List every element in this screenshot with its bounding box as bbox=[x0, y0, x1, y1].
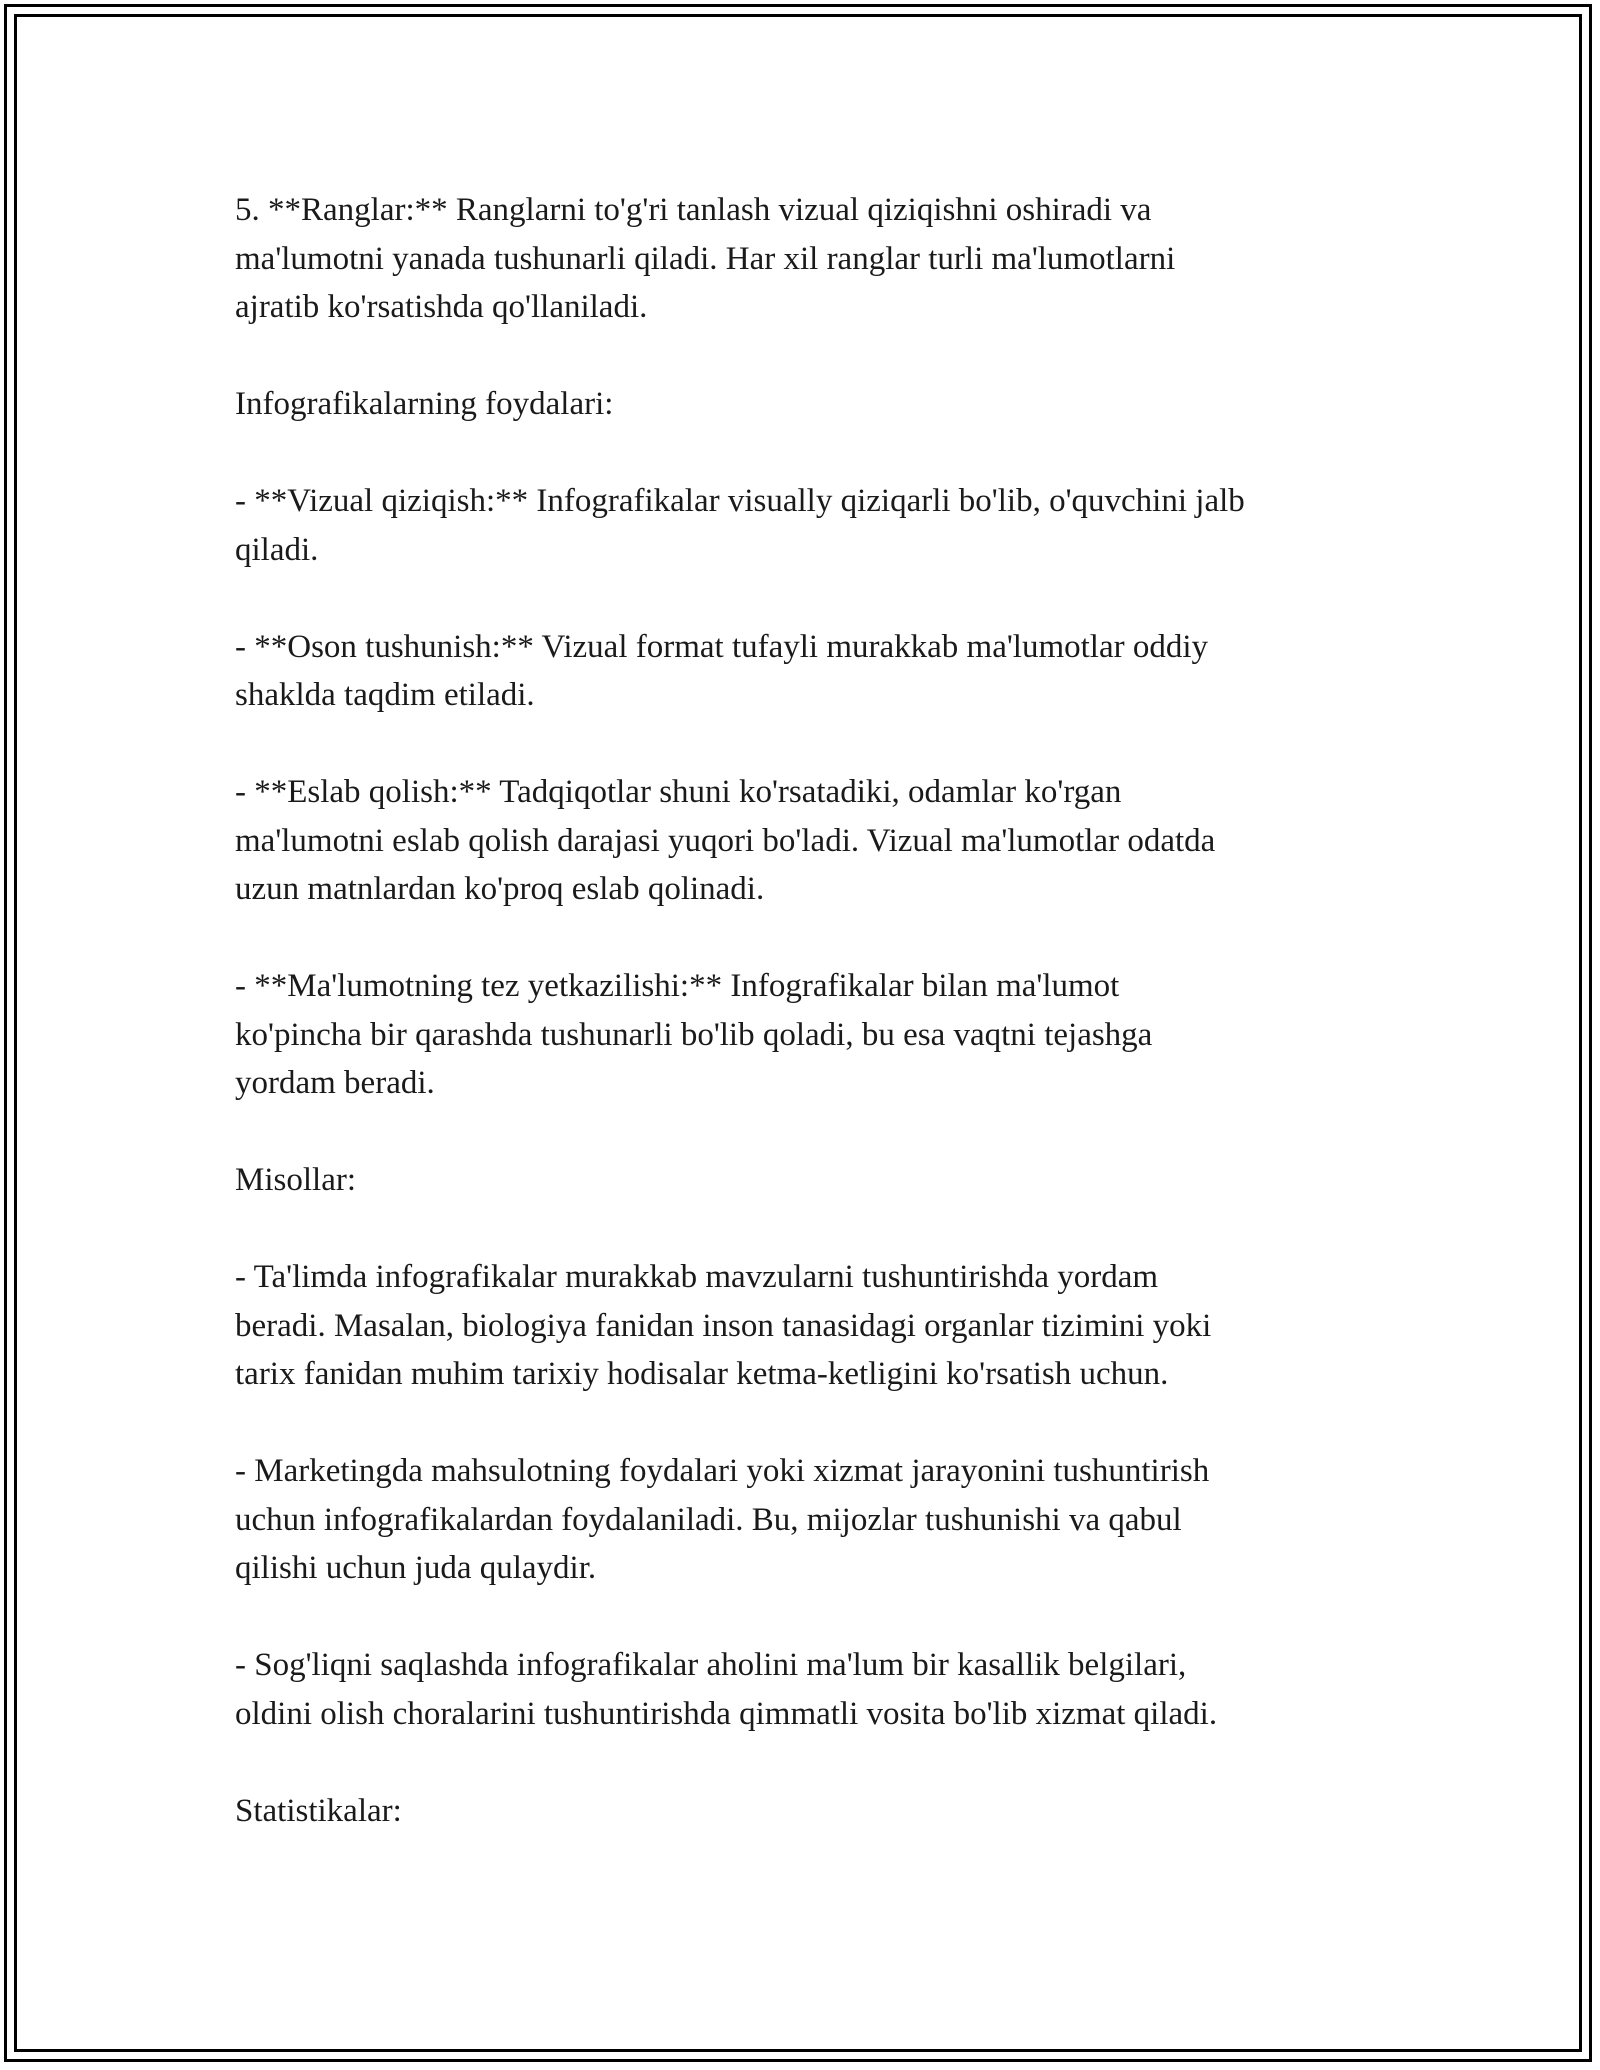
document-body bbox=[235, 186, 1375, 1884]
list-item-talim: - Ta'limda infografikalar murakkab mavzularni tushuntirishda yordam beradi. Masalan, biologiya fanidan inson tanasidagi organlar tizimini yoki tarix fanidan muhim tarixiy hodisalar ketma-ketligini ko'rsatish uchun. bbox=[235, 1259, 1212, 1392]
list-item-marketing: - Marketingda mahsulotning foydalari yoki xizmat jarayonini tushuntirish uchun infografikalardan foydalaniladi. Bu, mijozlar tushunishi va qabul qilishi uchun juda qulaydir. bbox=[235, 1453, 1210, 1586]
list-item-tez-yetkazilishi: - **Ma'lumotning tez yetkazilishi:** Infografikalar bilan ma'lumot ko'pincha bir qarashda tushunarli bo'lib qoladi, bu esa vaqtni tejashga yordam beradi. bbox=[235, 968, 1153, 1101]
list-item-vizual-qiziqish: - **Vizual qiziqish:** Infografikalar visually qiziqarli bo'lib, o'quvchini jalb qiladi. bbox=[235, 483, 1245, 568]
list-item-oson-tushunish: - **Oson tushunish:** Vizual format tufayli murakkab ma'lumotlar oddiy shaklda taqdim etiladi. bbox=[235, 628, 1209, 713]
list-item-sogliqni-saqlash: - Sog'liqni saqlashda infografikalar aholini ma'lum bir kasallik belgilari, oldini olish choralarini tushuntirishda qimmatli vosita bo'lib xizmat qiladi. bbox=[235, 1647, 1218, 1732]
heading-foydalari: Infografikalarning foydalari: bbox=[235, 386, 614, 422]
heading-statistikalar: Statistikalar: bbox=[235, 1792, 402, 1829]
list-item-eslab-qolish: - **Eslab qolish:** Tadqiqotlar shuni ko'rsatadiki, odamlar ko'rgan ma'lumotni eslab qolish darajasi yuqori bo'ladi. Vizual ma'lumotlar odatda uzun matnlardan ko'proq eslab qolinadi. bbox=[235, 774, 1216, 907]
heading-misollar: Misollar: bbox=[235, 1162, 356, 1198]
paragraph-ranglar: 5. **Ranglar:** Ranglarni to'g'ri tanlash vizual qiziqishni oshiradi va ma'lumotni yanada tushunarli qiladi. Har xil ranglar turli ma'lumotlarni ajratib ko'rsatishda qo'llaniladi. bbox=[235, 192, 1176, 325]
